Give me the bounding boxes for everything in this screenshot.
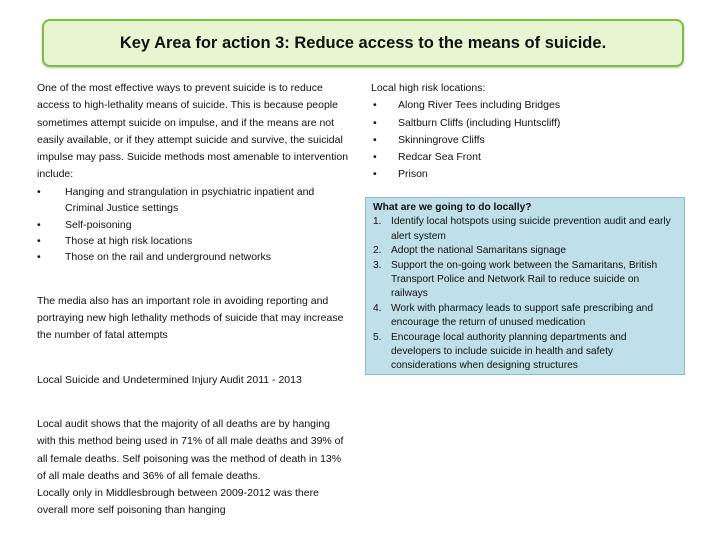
list-item: • Self-poisoning [37,217,349,233]
title-banner [42,19,684,67]
list-item: 4. Work with pharmacy leads to support safe prescribing and encourage the return of unused medication [373,302,653,329]
list-item: 5. Encourage local authority planning departments and developers to include suicide in health and safety considerations when designing structures [373,331,627,372]
audit-local-paragraph: Locally only in Middlesbrough between 2009-2012 was there overall more self poisoning than hanging [37,487,319,517]
actions-heading: What are we going to do locally? [373,202,532,213]
locations-list [371,97,681,183]
list-item: • Those at high risk locations [37,233,349,249]
item-number: 2. [373,245,382,257]
item-number: 4. [373,302,382,314]
bullet-icon: • [373,99,377,112]
methods-list [37,184,349,266]
left-column [37,80,349,520]
bullet-icon: • [37,218,41,231]
item-number: 1. [373,216,382,228]
list-item: • Along River Tees including Bridges [371,97,681,114]
bullet-icon: • [37,185,41,198]
bullet-icon: • [373,116,377,129]
intro-paragraph: One of the most effective ways to prevent suicide is to reduce access to high-lethality means of suicide. This is because people sometimes attempt suicide on impulse, and if the means are not easily available, or if they attempt suicide and survive, the suicidal impulse may pass. Suicide methods most amenable to intervention include: [37,82,349,181]
bullet-icon: • [373,168,377,181]
list-item: • Redcar Sea Front [371,149,681,166]
bullet-icon: • [373,151,377,164]
list-item: • Hanging and strangulation in psychiatric inpatient and Criminal Justice settings [37,185,315,215]
list-item: • Prison [371,166,681,183]
list-item: 1. Identify local hotspots using suicide prevention audit and early alert system [373,216,671,242]
actions-list [373,215,678,373]
list-item: • Saltburn Cliffs (including Huntscliff) [371,115,681,132]
audit-heading: Local Suicide and Undetermined Injury Audit 2011 - 2013 [37,373,302,386]
right-column [371,80,681,184]
audit-paragraph: Local audit shows that the majority of all deaths are by hanging with this method being used in 71% of all male deaths and 39% of all female deaths. Self poisoning was the method of death in 13% of all male deaths and 36% of all female deaths. [37,418,344,482]
bullet-icon: • [37,235,41,247]
list-item: 2. Adopt the national Samaritans signage [373,244,678,258]
list-item: • Those on the rail and underground networks [37,249,349,265]
media-paragraph: The media also has an important role in avoiding reporting and portraying new high lethality methods of suicide that may increase the number of fatal attempts [37,294,344,342]
locations-heading: Local high risk locations: [371,82,486,94]
list-item: • Skinningrove Cliffs [371,132,681,149]
bullet-icon: • [373,133,377,146]
item-number: 3. [373,259,382,271]
list-item: 3. Support the on-going work between the Samaritans, British Transport Police and Network Rail to reduce suicide on railways [373,259,658,300]
bullet-icon: • [37,251,41,264]
local-actions-box [365,197,685,375]
item-number: 5. [373,331,382,343]
page-title: Key Area for action 3: Reduce access to the means of suicide. [119,33,607,52]
